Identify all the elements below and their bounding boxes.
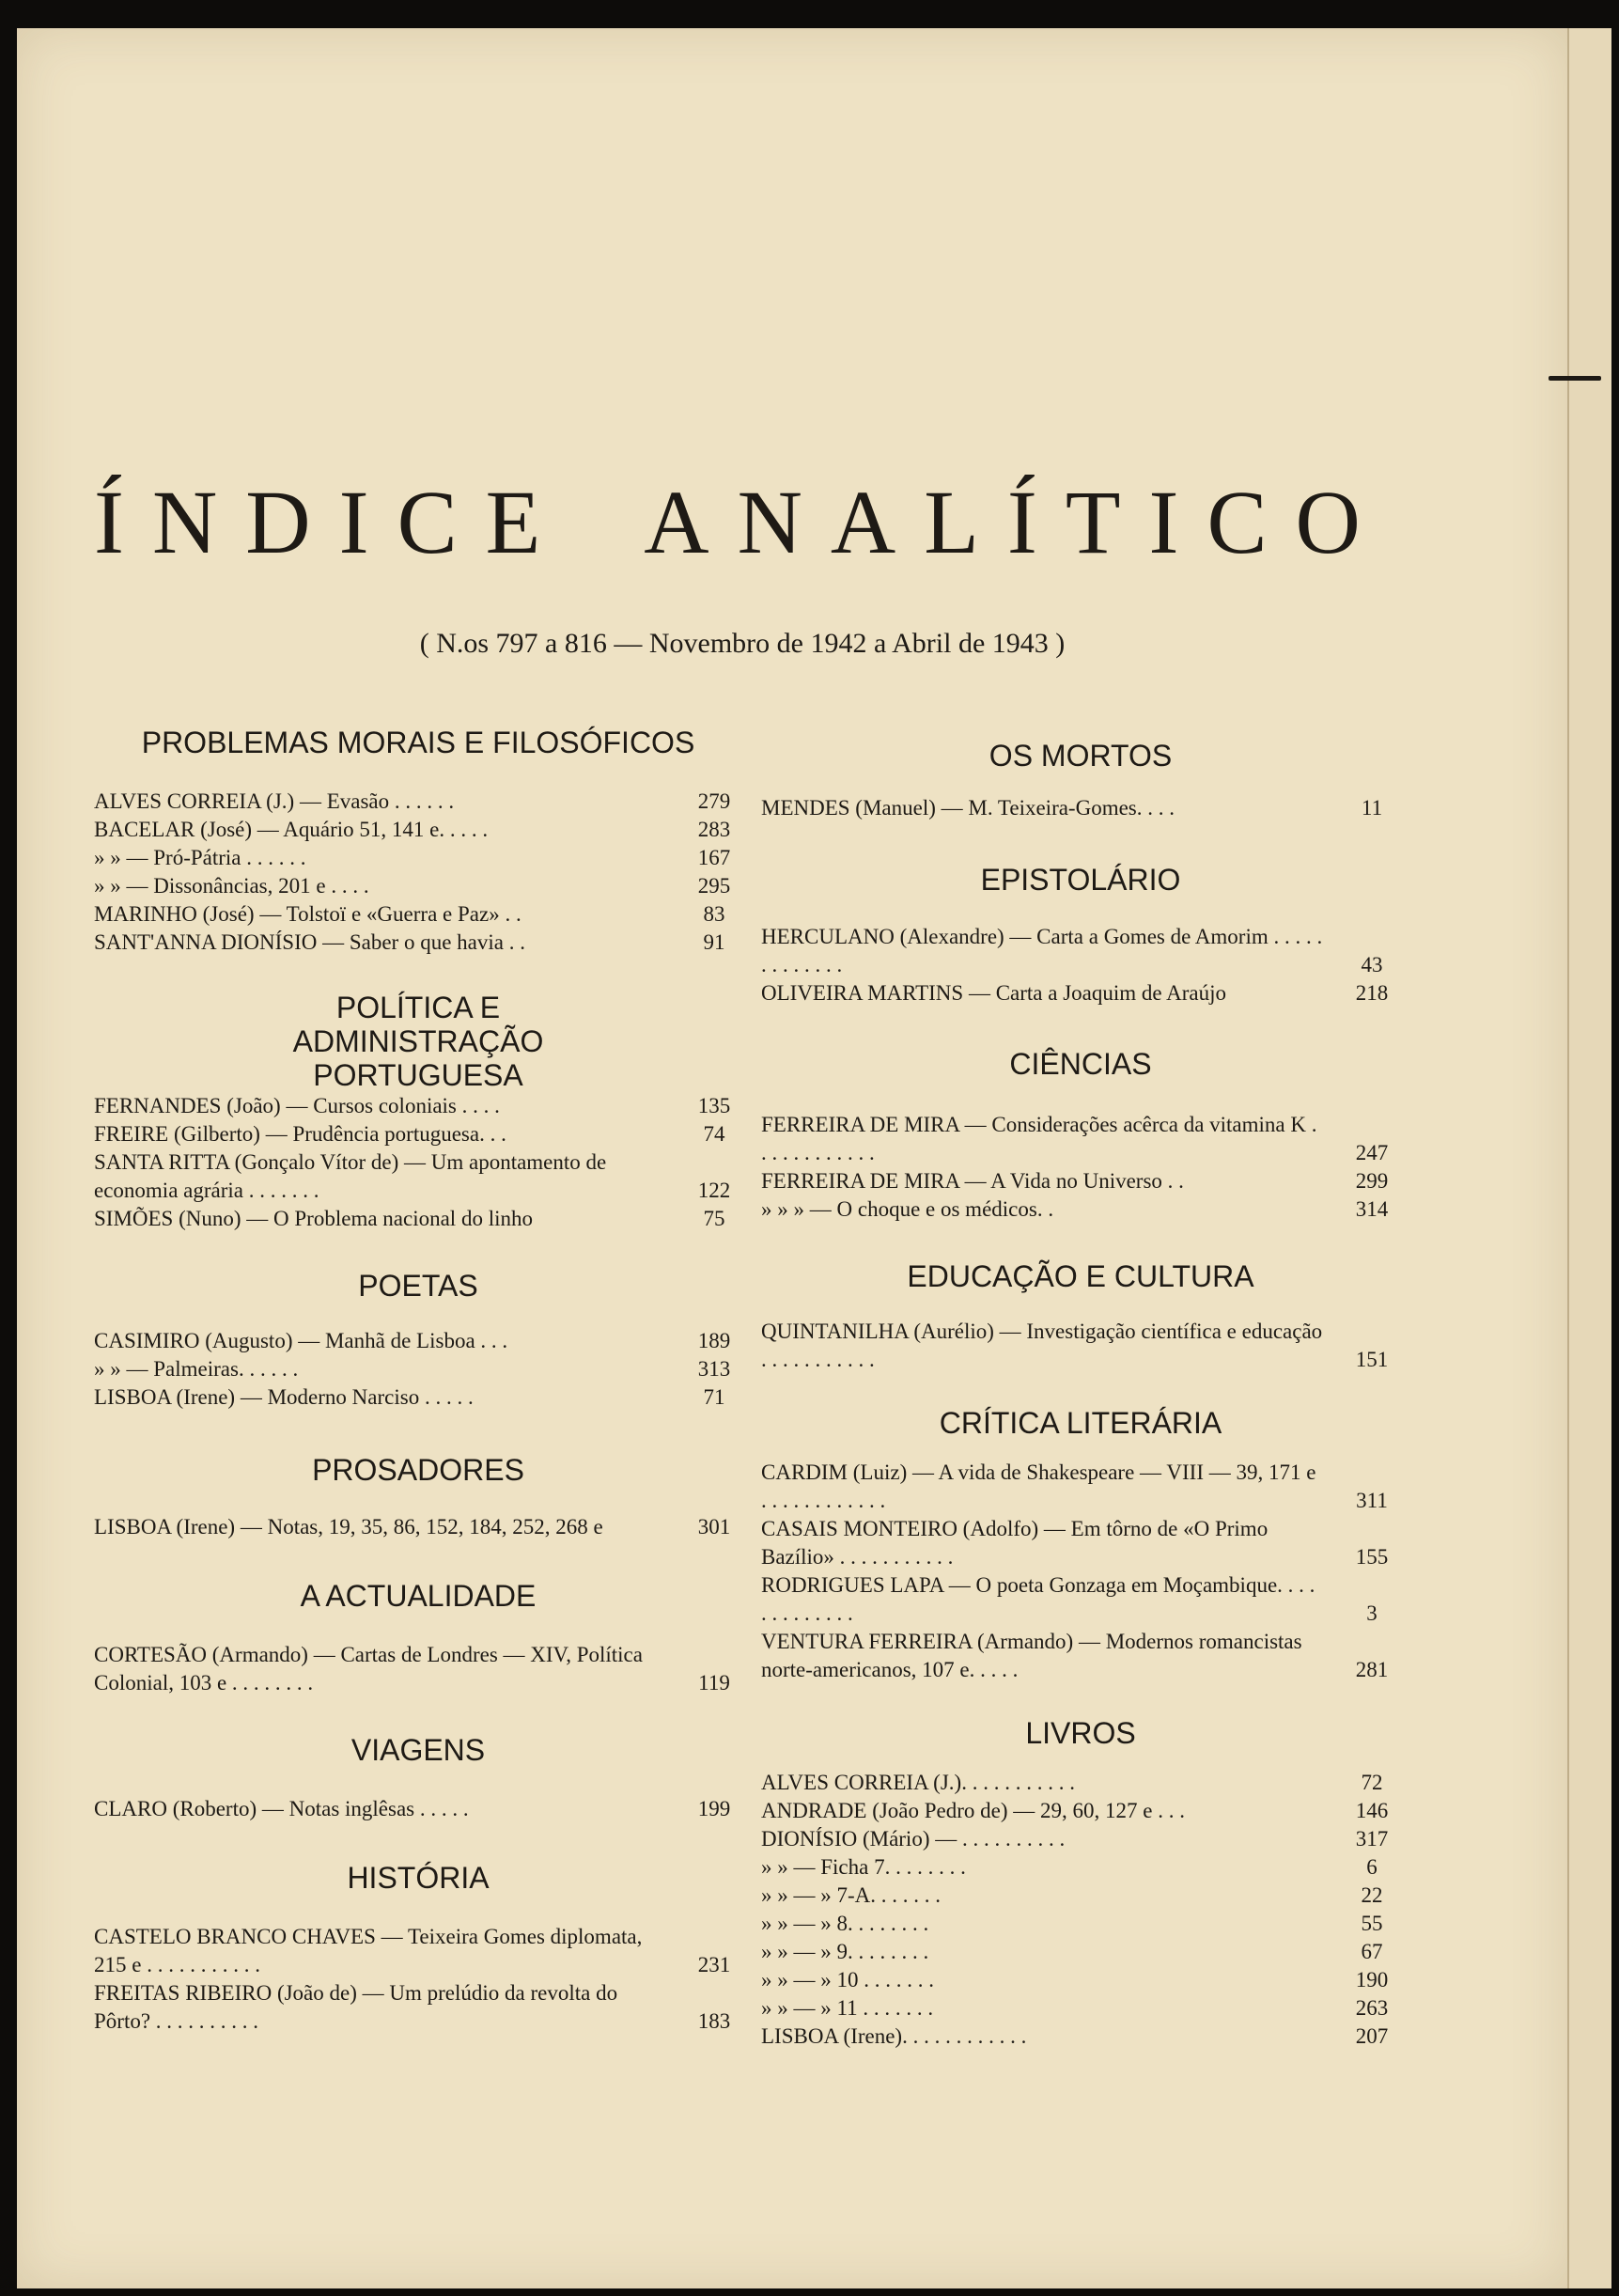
entry-text: DIONÍSIO (Mário) — . . . . . . . . . .: [761, 1827, 1066, 1851]
index-entry: [94, 1383, 742, 1412]
index-entry: [94, 1092, 742, 1120]
entry-page: 6: [1366, 1855, 1378, 1879]
entry-text: ALVES CORREIA (J.) — Evasão . . . . . .: [94, 789, 455, 813]
entry-text: HERCULANO (Alexandre) — Carta a Gomes de Amorim . . . . . . . . . . . . .: [761, 925, 1323, 976]
entry-page: 218: [1355, 981, 1389, 1005]
entry-page: 231: [697, 1953, 731, 1976]
index-entry: [94, 1979, 742, 2036]
index-entry: [94, 1795, 742, 1823]
index-entry: [94, 1327, 742, 1355]
entry-page: 146: [1355, 1799, 1389, 1822]
index-entry: [761, 1797, 1400, 1825]
entry-page: 22: [1361, 1883, 1383, 1907]
index-entry: [94, 900, 742, 929]
entry-page: 311: [1356, 1489, 1388, 1512]
entry-page: 301: [697, 1515, 731, 1538]
entry-text: MENDES (Manuel) — M. Teixeira-Gomes. . . .: [761, 796, 1175, 820]
entry-page: 83: [703, 902, 725, 926]
entry-text: CLARO (Roberto) — Notas inglêsas . . . . .: [94, 1797, 469, 1820]
page-edge: [1567, 28, 1611, 2288]
index-entry: [761, 1853, 1400, 1882]
index-entry: [761, 1882, 1400, 1910]
index-entry: [761, 1825, 1400, 1853]
index-entry: [761, 1318, 1400, 1374]
entry-page: 55: [1361, 1912, 1383, 1935]
entry-text: OLIVEIRA MARTINS — Carta a Joaquim de Araújo: [761, 981, 1226, 1005]
index-entry: [761, 1994, 1400, 2023]
section-heading: PROBLEMAS MORAIS E FILOSÓFICOS: [141, 726, 695, 759]
index-entry: [761, 1769, 1400, 1797]
entry-text: FREIRE (Gilberto) — Prudência portuguesa. . .: [94, 1122, 506, 1146]
entry-page: 119: [698, 1671, 730, 1695]
entry-page: 74: [703, 1122, 725, 1146]
entry-text: CASAIS MONTEIRO (Adolfo) — Em tôrno de «O Primo Bazílio» . . . . . . . . . . .: [761, 1517, 1269, 1569]
index-entry: [94, 929, 742, 957]
section-heading: EDUCAÇÃO E CULTURA: [907, 1259, 1254, 1293]
entry-text: » » » — O choque e os médicos. .: [761, 1197, 1054, 1221]
index-entry: [94, 1641, 742, 1697]
entry-page: 263: [1355, 1996, 1389, 2020]
section-heading: HISTÓRIA: [347, 1861, 490, 1895]
entry-page: 283: [697, 818, 731, 841]
entry-page: 167: [697, 846, 731, 869]
entry-text: FERNANDES (João) — Cursos coloniais . . . .: [94, 1094, 500, 1117]
entry-page: 207: [1355, 2024, 1389, 2048]
entry-page: 151: [1355, 1348, 1389, 1371]
section-heading: VIAGENS: [350, 1733, 486, 1767]
entry-page: 71: [703, 1385, 725, 1409]
index-entry: [761, 923, 1400, 979]
entry-text: FERREIRA DE MIRA — A Vida no Universo . .: [761, 1169, 1184, 1193]
entry-text: CASTELO BRANCO CHAVES — Teixeira Gomes diplomata, 215 e . . . . . . . . . . .: [94, 1925, 643, 1976]
section-heading: OS MORTOS: [989, 739, 1173, 773]
entry-page: 189: [697, 1329, 731, 1352]
entry-text: RODRIGUES LAPA — O poeta Gonzaga em Moçambique. . . . . . . . . . . . .: [761, 1573, 1315, 1625]
index-subtitle: ( N.os 797 a 816 — Novembro de 1942 a Abril de 1943 ): [419, 628, 1066, 659]
entry-page: 43: [1361, 953, 1383, 976]
entry-text: » » — Dissonâncias, 201 e . . . .: [94, 874, 369, 898]
entry-text: CASIMIRO (Augusto) — Manhã de Lisboa . . .: [94, 1329, 508, 1352]
index-entry: [761, 1515, 1400, 1571]
index-entry: [94, 1148, 742, 1205]
entry-text: BACELAR (José) — Aquário 51, 141 e. . . . .: [94, 818, 489, 841]
entry-page: 247: [1355, 1141, 1389, 1164]
section-heading: A ACTUALIDADE: [300, 1579, 537, 1613]
entry-page: 11: [1361, 796, 1383, 820]
index-entry: [94, 844, 742, 872]
entry-page: 313: [697, 1357, 731, 1381]
section-heading: LIVROS: [1025, 1716, 1136, 1750]
entry-text: VENTURA FERREIRA (Armando) — Modernos romancistas norte-americanos, 107 e. . . . .: [761, 1630, 1302, 1681]
entry-page: 72: [1361, 1771, 1383, 1794]
index-entry: [761, 1195, 1400, 1224]
entry-page: 122: [697, 1179, 731, 1202]
entry-page: 183: [697, 2009, 731, 2033]
entry-text: » » — » 7-A. . . . . . .: [761, 1883, 942, 1907]
section-heading: EPISTOLÁRIO: [980, 863, 1181, 897]
entry-page: 67: [1361, 1940, 1383, 1963]
entry-text: CORTESÃO (Armando) — Cartas de Londres — XIV, Política Colonial, 103 e . . . . . . . .: [94, 1643, 643, 1695]
entry-page: 190: [1355, 1968, 1389, 1991]
index-entry: [94, 816, 742, 844]
entry-text: » » — » 10 . . . . . . .: [761, 1968, 934, 1991]
entry-page: 155: [1355, 1545, 1389, 1569]
entry-text: ANDRADE (João Pedro de) — 29, 60, 127 e . . .: [761, 1799, 1185, 1822]
entry-text: CARDIM (Luiz) — A vida de Shakespeare — VIII — 39, 171 e . . . . . . . . . . . .: [761, 1460, 1316, 1512]
index-entry: [94, 1355, 742, 1383]
entry-text: ALVES CORREIA (J.). . . . . . . . . . .: [761, 1771, 1075, 1794]
entry-text: » » — » 8. . . . . . . .: [761, 1912, 929, 1935]
entry-page: 3: [1366, 1601, 1378, 1625]
entry-text: SANT'ANNA DIONÍSIO — Saber o que havia . .: [94, 930, 525, 954]
index-entry: [761, 1167, 1400, 1195]
entry-text: LISBOA (Irene) — Moderno Narciso . . . . .: [94, 1385, 474, 1409]
entry-page: 314: [1355, 1197, 1389, 1221]
entry-text: FREITAS RIBEIRO (João de) — Um prelúdio da revolta do Pôrto? . . . . . . . . . .: [94, 1981, 618, 2033]
entry-page: 135: [697, 1094, 731, 1117]
entry-text: FERREIRA DE MIRA — Considerações acêrca da vitamina K . . . . . . . . . . . .: [761, 1113, 1317, 1164]
index-entry: [94, 1120, 742, 1148]
entry-page: 91: [703, 930, 725, 954]
entry-text: MARINHO (José) — Tolstoï e «Guerra e Paz» . .: [94, 902, 522, 926]
index-entry: [761, 1111, 1400, 1167]
entry-text: QUINTANILHA (Aurélio) — Investigação científica e educação . . . . . . . . . . .: [761, 1320, 1323, 1371]
section-heading: POLÍTICA E ADMINISTRAÇÃO PORTUGUESA: [292, 991, 544, 1092]
entry-text: » » — Palmeiras. . . . . .: [94, 1357, 299, 1381]
index-entry: [94, 1923, 742, 1979]
entry-text: » » — Ficha 7. . . . . . . .: [761, 1855, 966, 1879]
section-heading: PROSADORES: [312, 1453, 524, 1487]
entry-text: » » — » 9. . . . . . . .: [761, 1940, 929, 1963]
entry-page: 279: [697, 789, 731, 813]
entry-page: 317: [1355, 1827, 1389, 1851]
index-title: [94, 470, 1466, 574]
entry-page: 75: [703, 1207, 725, 1230]
entry-page: 299: [1355, 1169, 1389, 1193]
entry-text: SIMÕES (Nuno) — O Problema nacional do linho: [94, 1207, 533, 1230]
index-entry: [761, 2023, 1400, 2051]
entry-page: 281: [1355, 1658, 1389, 1681]
section-heading: POETAS: [358, 1269, 478, 1303]
index-entry: [761, 1459, 1400, 1515]
section-heading: CIÊNCIAS: [1009, 1047, 1152, 1081]
index-entry: [94, 1205, 742, 1233]
index-entry: [761, 1628, 1400, 1684]
index-entry: [94, 872, 742, 900]
index-entry: [761, 1938, 1400, 1966]
index-entry: [761, 979, 1400, 1007]
index-entry: [761, 1910, 1400, 1938]
entry-page: 295: [697, 874, 731, 898]
edge-mark: [1549, 376, 1601, 381]
title-word-2: ANALÍTICO: [644, 472, 1389, 572]
entry-text: SANTA RITTA (Gonçalo Vítor de) — Um apontamento de economia agrária . . . . . . .: [94, 1150, 607, 1202]
index-entry: [761, 1966, 1400, 1994]
index-entry: [94, 1513, 742, 1541]
title-word-1: ÍNDICE: [94, 472, 569, 572]
entry-text: LISBOA (Irene) — Notas, 19, 35, 86, 152, 184, 252, 268 e: [94, 1515, 603, 1538]
index-entry: [94, 788, 742, 816]
entry-text: » » — » 11 . . . . . . .: [761, 1996, 934, 2020]
entry-text: » » — Pró-Pátria . . . . . .: [94, 846, 306, 869]
entry-text: LISBOA (Irene). . . . . . . . . . . .: [761, 2024, 1027, 2048]
index-entry: [761, 1571, 1400, 1628]
section-heading: CRÍTICA LITERÁRIA: [939, 1406, 1222, 1440]
index-entry: [761, 794, 1400, 822]
entry-page: 199: [697, 1797, 731, 1820]
